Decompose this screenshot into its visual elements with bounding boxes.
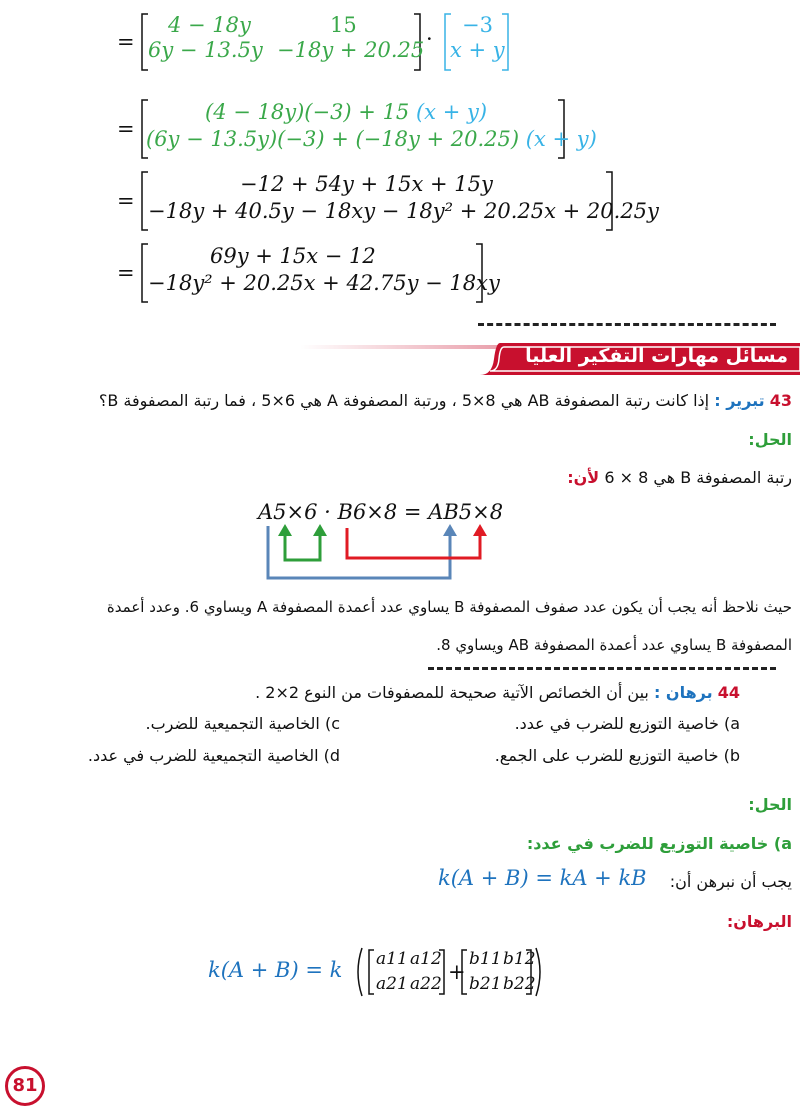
eq3-r2: −18y + 40.5y − 18xy − 18y² + 20.25x + 20.25y	[148, 199, 659, 223]
q44-proof-eq	[208, 958, 342, 982]
q44-proof-lhs: k(A + B) = k	[208, 958, 343, 982]
q44-number: 44	[717, 683, 740, 702]
q43-answer-text: رتبة المصفوفة B هي 8 × 6	[604, 468, 792, 487]
m1-a11: a11	[376, 949, 408, 969]
q43-solution-label: الحل:	[748, 430, 792, 449]
q44-line	[255, 683, 740, 702]
eq1-v1: −3	[462, 13, 493, 37]
eq1-r2c1: 6y − 13.5y	[148, 38, 263, 62]
eq1-r1c2: 15	[330, 13, 357, 37]
m2-b21: b21	[469, 974, 502, 994]
eq2-r2b: (x + y)	[525, 127, 597, 151]
q44-proof-label: البرهان:	[726, 912, 792, 931]
divider-dashed-2	[428, 667, 776, 670]
q43-answer	[567, 468, 792, 487]
equation-1-equals: =	[117, 30, 135, 54]
q44-option-b: b) خاصية التوزيع للضرب على الجمع.	[494, 746, 740, 765]
q43-explain-1: حيث نلاحظ أنه يجب أن يكون عدد صفوف المصفوفة B يساوي عدد أعمدة المصفوفة A ويساوي 6. وعدد أعمدة	[106, 598, 792, 616]
q44-text: بين أن الخصائص الآتية صحيحة للمصفوفات من النوع 2×2 .	[255, 683, 649, 702]
q43-equation: A5×6 · B6×8 = AB5×8	[258, 500, 504, 524]
q44-must-prove-eq: k(A + B) = kA + kB	[438, 866, 647, 890]
m1-a21: a21	[376, 974, 408, 994]
eq4-r2: −18y² + 20.25x + 42.75y − 18xy	[148, 271, 500, 295]
q44-solution-label: الحل:	[748, 795, 792, 814]
equation-4-equals: =	[117, 261, 135, 285]
m2-b22: b22	[503, 974, 536, 994]
q44-plus: +	[448, 960, 466, 984]
equation-2-equals: =	[117, 117, 135, 141]
q43-tag: تبرير :	[714, 391, 765, 410]
eq4-r1: 69y + 15x − 12	[210, 244, 376, 268]
q44-tag: برهان :	[653, 683, 713, 702]
q44-option-c: c) الخاصية التجميعية للضرب.	[145, 714, 340, 733]
section-banner-title: مسائل مهارات التفكير العليا	[525, 345, 788, 367]
q44-option-d: d) الخاصية التجميعية للضرب في عدد.	[87, 746, 340, 765]
eq1-v2: x + y	[450, 38, 505, 62]
q43-explain-2: المصفوفة B يساوي عدد أعمدة المصفوفة AB ويساوي 8.	[436, 636, 792, 654]
m2-b11: b11	[469, 949, 502, 969]
q44-must-prove: يجب أن نبرهن أن:	[669, 872, 792, 891]
q43-arrow-diagram	[250, 520, 500, 590]
eq2-r1a: (4 − 18y)(−3) + 15	[205, 100, 410, 124]
m1-a12: a12	[410, 949, 442, 969]
m1-a22: a22	[410, 974, 442, 994]
divider-dashed	[478, 323, 776, 326]
q44-option-a: a) خاصية التوزيع للضرب في عدد.	[514, 714, 740, 733]
page-number-badge: 81	[5, 1066, 45, 1106]
q43-number: 43	[769, 391, 792, 410]
q43-text: إذا كانت رتبة المصفوفة AB هي 8×5 ، ورتبة المصفوفة A هي 6×5 ، فما رتبة المصفوفة B؟	[98, 391, 710, 410]
m2-b12: b12	[503, 949, 536, 969]
q43-line	[99, 391, 792, 410]
eq1-r1c1: 4 − 18y	[168, 13, 251, 37]
eq1-dot: ·	[426, 27, 433, 51]
q43-because: لأن:	[567, 468, 600, 487]
eq3-r1: −12 + 54y + 15x + 15y	[240, 172, 493, 196]
eq1-r2c2: −18y + 20.25	[277, 38, 425, 62]
q44-part-a-title: a) خاصية التوزيع للضرب في عدد:	[526, 834, 792, 853]
equation-3-equals: =	[117, 189, 135, 213]
eq2-r1b: (x + y)	[415, 100, 488, 124]
eq2-r2a: (6y − 13.5y)(−3) + (−18y + 20.25)	[146, 127, 520, 151]
